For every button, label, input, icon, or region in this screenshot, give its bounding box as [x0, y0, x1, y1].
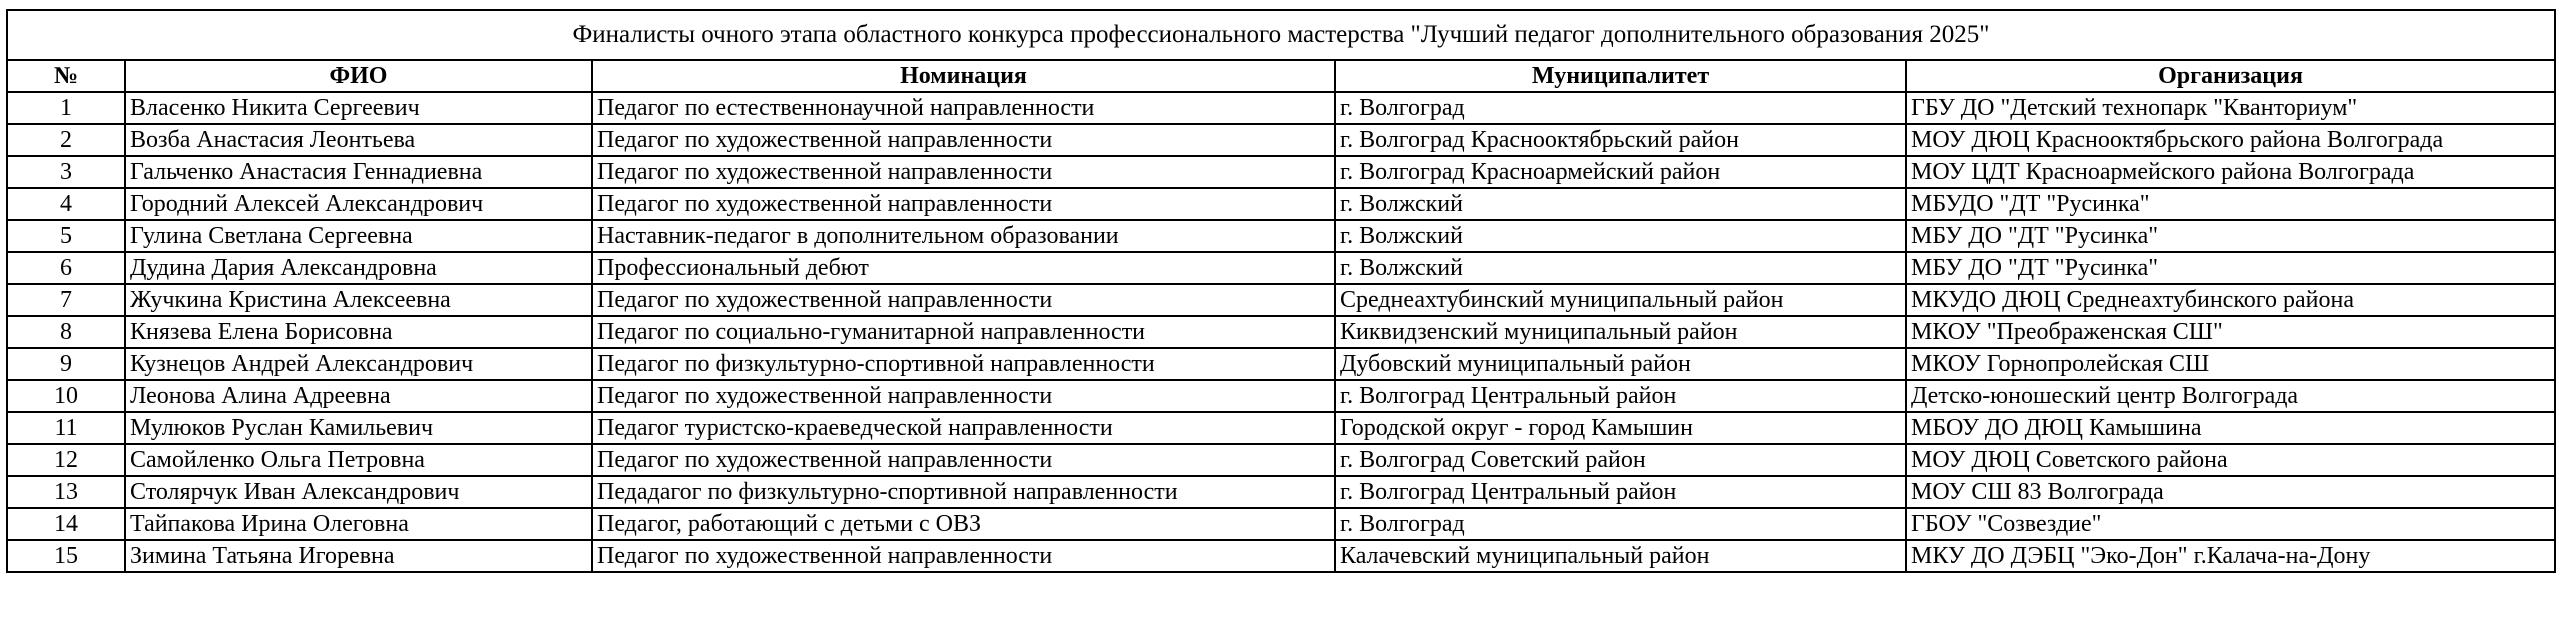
table-row	[7, 92, 2555, 124]
cell-municipality: г. Волжский	[1335, 188, 1906, 220]
finalists-sheet	[6, 9, 2554, 612]
header-row	[7, 60, 2555, 92]
cell-fio: Князева Елена Борисовна	[125, 316, 592, 348]
cell-municipality: г. Волжский	[1335, 220, 1906, 252]
cell-organization: МБУ ДО "ДТ "Русинка"	[1906, 220, 2555, 252]
cell-fio: Самойленко Ольга Петровна	[125, 444, 592, 476]
cell-nomination: Педагог по художественной направленности	[592, 188, 1335, 220]
table-row	[7, 380, 2555, 412]
cell-nomination: Педагог по социально-гуманитарной направленности	[592, 316, 1335, 348]
table-row	[7, 540, 2555, 572]
cell-num: 8	[7, 316, 125, 348]
header-organization: Организация	[1906, 60, 2555, 92]
table-row	[7, 156, 2555, 188]
cell-nomination: Наставник-педагог в дополнительном образовании	[592, 220, 1335, 252]
header-municipality: Муниципалитет	[1335, 60, 1906, 92]
table-body	[7, 92, 2555, 572]
cell-nomination: Педагог, работающий с детьми с ОВЗ	[592, 508, 1335, 540]
cell-organization: МБУ ДО "ДТ "Русинка"	[1906, 252, 2555, 284]
table-row	[7, 348, 2555, 380]
table-row	[7, 476, 2555, 508]
cell-num: 6	[7, 252, 125, 284]
cell-fio: Зимина Татьяна Игоревна	[125, 540, 592, 572]
cell-municipality: г. Волгоград	[1335, 92, 1906, 124]
cell-fio: Городний Алексей Александрович	[125, 188, 592, 220]
cell-organization: МКУ ДО ДЭБЦ "Эко-Дон" г.Калача-на-Дону	[1906, 540, 2555, 572]
cell-fio: Тайпакова Ирина Олеговна	[125, 508, 592, 540]
cell-num: 4	[7, 188, 125, 220]
table-row	[7, 188, 2555, 220]
cell-organization: МОУ ДЮЦ Краснооктябрьского района Волгограда	[1906, 124, 2555, 156]
cell-num: 1	[7, 92, 125, 124]
cell-organization: МБОУ ДО ДЮЦ Камышина	[1906, 412, 2555, 444]
header-fio: ФИО	[125, 60, 592, 92]
cell-num: 3	[7, 156, 125, 188]
cell-fio: Гулина Светлана Сергеевна	[125, 220, 592, 252]
cell-municipality: г. Волгоград	[1335, 508, 1906, 540]
cell-fio: Возба Анастасия Леонтьева	[125, 124, 592, 156]
cell-nomination: Педагог по художественной направленности	[592, 380, 1335, 412]
cell-organization: МОУ ЦДТ Красноармейского района Волгограда	[1906, 156, 2555, 188]
cell-municipality: Среднеахтубинский муниципальный район	[1335, 284, 1906, 316]
cell-organization: ГБУ ДО "Детский технопарк "Кванториум"	[1906, 92, 2555, 124]
cell-organization: МОУ СШ 83 Волгограда	[1906, 476, 2555, 508]
cell-municipality: Калачевский муниципальный район	[1335, 540, 1906, 572]
cell-nomination: Педагог по физкультурно-спортивной направленности	[592, 348, 1335, 380]
cell-fio: Дудина Дария Александровна	[125, 252, 592, 284]
cell-fio: Мулюков Руслан Камильевич	[125, 412, 592, 444]
table-row	[7, 220, 2555, 252]
header-num: №	[7, 60, 125, 92]
cell-organization: МКУДО ДЮЦ Среднеахтубинского района	[1906, 284, 2555, 316]
cell-num: 9	[7, 348, 125, 380]
cell-organization: МКОУ Горнопролейская СШ	[1906, 348, 2555, 380]
cell-fio: Столярчук Иван Александрович	[125, 476, 592, 508]
table-row	[7, 444, 2555, 476]
cell-num: 14	[7, 508, 125, 540]
cell-fio: Жучкина Кристина Алексеевна	[125, 284, 592, 316]
table-row	[7, 316, 2555, 348]
cell-nomination: Педагог по художественной направленности	[592, 156, 1335, 188]
header-nomination: Номинация	[592, 60, 1335, 92]
finalists-table	[6, 9, 2556, 573]
cell-nomination: Педагог по художественной направленности	[592, 284, 1335, 316]
cell-fio: Гальченко Анастасия Геннадиевна	[125, 156, 592, 188]
cell-organization: МКОУ "Преображенская СШ"	[1906, 316, 2555, 348]
cell-fio: Леонова Алина Адреевна	[125, 380, 592, 412]
cell-municipality: Киквидзенский муниципальный район	[1335, 316, 1906, 348]
cell-municipality: Дубовский муниципальный район	[1335, 348, 1906, 380]
title-row	[7, 10, 2555, 60]
cell-municipality: г. Волгоград Центральный район	[1335, 476, 1906, 508]
cell-municipality: г. Волгоград Краснооктябрьский район	[1335, 124, 1906, 156]
cell-num: 11	[7, 412, 125, 444]
cell-nomination: Педагог по художественной направленности	[592, 444, 1335, 476]
table-title: Финалисты очного этапа областного конкурса профессионального мастерства "Лучший педагог дополнительного образования 2025"	[7, 10, 2555, 60]
cell-num: 15	[7, 540, 125, 572]
cell-num: 7	[7, 284, 125, 316]
cell-municipality: г. Волгоград Центральный район	[1335, 380, 1906, 412]
cell-num: 12	[7, 444, 125, 476]
cell-organization: Детско-юношеский центр Волгограда	[1906, 380, 2555, 412]
table-row	[7, 252, 2555, 284]
cell-num: 10	[7, 380, 125, 412]
cell-municipality: г. Волжский	[1335, 252, 1906, 284]
cell-nomination: Педагог туристско-краеведческой направленности	[592, 412, 1335, 444]
table-row	[7, 412, 2555, 444]
cell-nomination: Педагог по художественной направленности	[592, 540, 1335, 572]
cell-num: 5	[7, 220, 125, 252]
cell-num: 13	[7, 476, 125, 508]
cell-municipality: Городской округ - город Камышин	[1335, 412, 1906, 444]
cell-nomination: Педагог по художественной направленности	[592, 124, 1335, 156]
table-row	[7, 508, 2555, 540]
cell-municipality: г. Волгоград Советский район	[1335, 444, 1906, 476]
cell-nomination: Педадагог по физкультурно-спортивной направленности	[592, 476, 1335, 508]
cell-num: 2	[7, 124, 125, 156]
cell-fio: Власенко Никита Сергеевич	[125, 92, 592, 124]
cell-organization: ГБОУ "Созвездие"	[1906, 508, 2555, 540]
cell-nomination: Педагог по естественнонаучной направленности	[592, 92, 1335, 124]
table-row	[7, 124, 2555, 156]
cell-organization: МОУ ДЮЦ Советского района	[1906, 444, 2555, 476]
cell-nomination: Профессиональный дебют	[592, 252, 1335, 284]
cell-fio: Кузнецов Андрей Александрович	[125, 348, 592, 380]
cell-organization: МБУДО "ДТ "Русинка"	[1906, 188, 2555, 220]
cell-municipality: г. Волгоград Красноармейский район	[1335, 156, 1906, 188]
table-row	[7, 284, 2555, 316]
